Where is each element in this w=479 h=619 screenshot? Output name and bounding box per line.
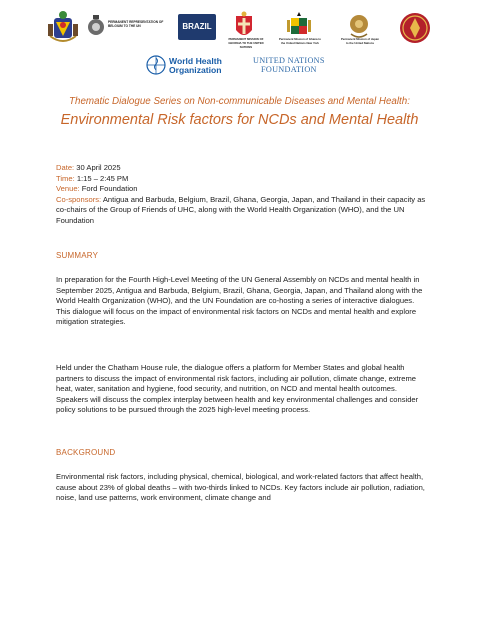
series-title: Thematic Dialogue Series on Non-communicable Diseases and Mental Health:: [69, 96, 410, 107]
summary-paragraph-2: Held under the Chatham House rule, the dialogue offers a platform for Member States and global health partners to discuss the impact of environmental risk factors, including air pollution, climate change, extreme heat, water, sanitation and hygiene, food security, and nutrition, on NCD and mental health outcomes. Speakers will discuss the complex interplay between health and key environmental challenges and consider policy solutions to be pursued through the 2025 high-level meeting process.: [56, 363, 419, 415]
belgium-mission-label: PERMANENT REPRESENTATION OF BELGIUM TO THE UN: [108, 20, 164, 28]
un-foundation-logo-text: [253, 57, 325, 74]
main-title: Environmental Risk factors for NCDs and Mental Health: [60, 112, 419, 128]
un-foundation-logo-line2: FOUNDATION: [261, 64, 317, 74]
cosponsors-line: [56, 195, 428, 227]
georgia-mission-label: PERMANENT MISSION OF GEORGIA TO THE UNITED NATIONS: [228, 37, 264, 49]
background-paragraph-1: Environmental risk factors, including physical, chemical, biological, and work-related factors that affect health, cause about 23% of global deaths – with two-thirds linked to NCDs. Key factors include air pollution, radiation, noise, land use patterns, work environment, climate change and: [56, 472, 425, 503]
cosponsor-logo-row: [46, 10, 446, 50]
partner-logo-row: [146, 54, 366, 80]
brazil-logo: [178, 14, 216, 40]
who-logo-line1: World Health: [169, 56, 222, 66]
un-foundation-logo-line1: UNITED NATIONS: [253, 56, 325, 65]
summary-heading: SUMMARY: [56, 251, 99, 260]
who-logo-line2: Organization: [169, 65, 222, 76]
japan-mission-label: Permanent Mission of Japan to the United Nations: [341, 37, 379, 45]
time-line: [56, 174, 428, 185]
cosponsors-label: Co-sponsors:: [56, 194, 102, 204]
date-value: 30 April 2025: [74, 163, 121, 172]
time-label: Time:: [56, 173, 75, 183]
who-logo-text: [169, 57, 222, 75]
brazil-logo-text: BRAZIL: [182, 22, 212, 31]
cosponsors-value: Antigua and Barbuda, Belgium, Brazil, Ghana, Georgia, Japan, and Thailand in their capacity as co-chairs of the Group of Friends of UHC, along with the World Health Organization (WHO), and the UN Foundation: [56, 194, 426, 225]
antigua-barbuda-coat-of-arms-icon: [46, 10, 80, 46]
date-label: Date:: [56, 163, 75, 172]
who-emblem-icon: [146, 54, 166, 76]
belgium-crest-icon: [86, 10, 106, 46]
event-details: [56, 163, 428, 227]
date-line: [56, 163, 428, 174]
ghana-mission-label: Permanent Mission of Ghana to the United Nations New York: [279, 37, 321, 45]
summary-paragraph-1: In preparation for the Fourth High-Level Meeting of the UN General Assembly on NCDs and mental health in September 2025, Antigua and Barbuda, Belgium, Brazil, Ghana, Georgia, Japan, and Thailand along with the World Health Organization (WHO), and the UN Foundation are co-hosting a series of interactive dialogues. This dialogue will focus on the impact of environmental risk factors on NCDs and mental health and explore mitigation strategies.: [56, 275, 423, 327]
venue-label: Venue:: [56, 184, 80, 194]
venue-line: [56, 184, 428, 195]
thailand-garuda-emblem-icon: [398, 10, 432, 46]
venue-value: Ford Foundation: [79, 184, 138, 194]
time-value: 1:15 – 2:45 PM: [74, 173, 129, 183]
background-heading: BACKGROUND: [56, 448, 116, 457]
